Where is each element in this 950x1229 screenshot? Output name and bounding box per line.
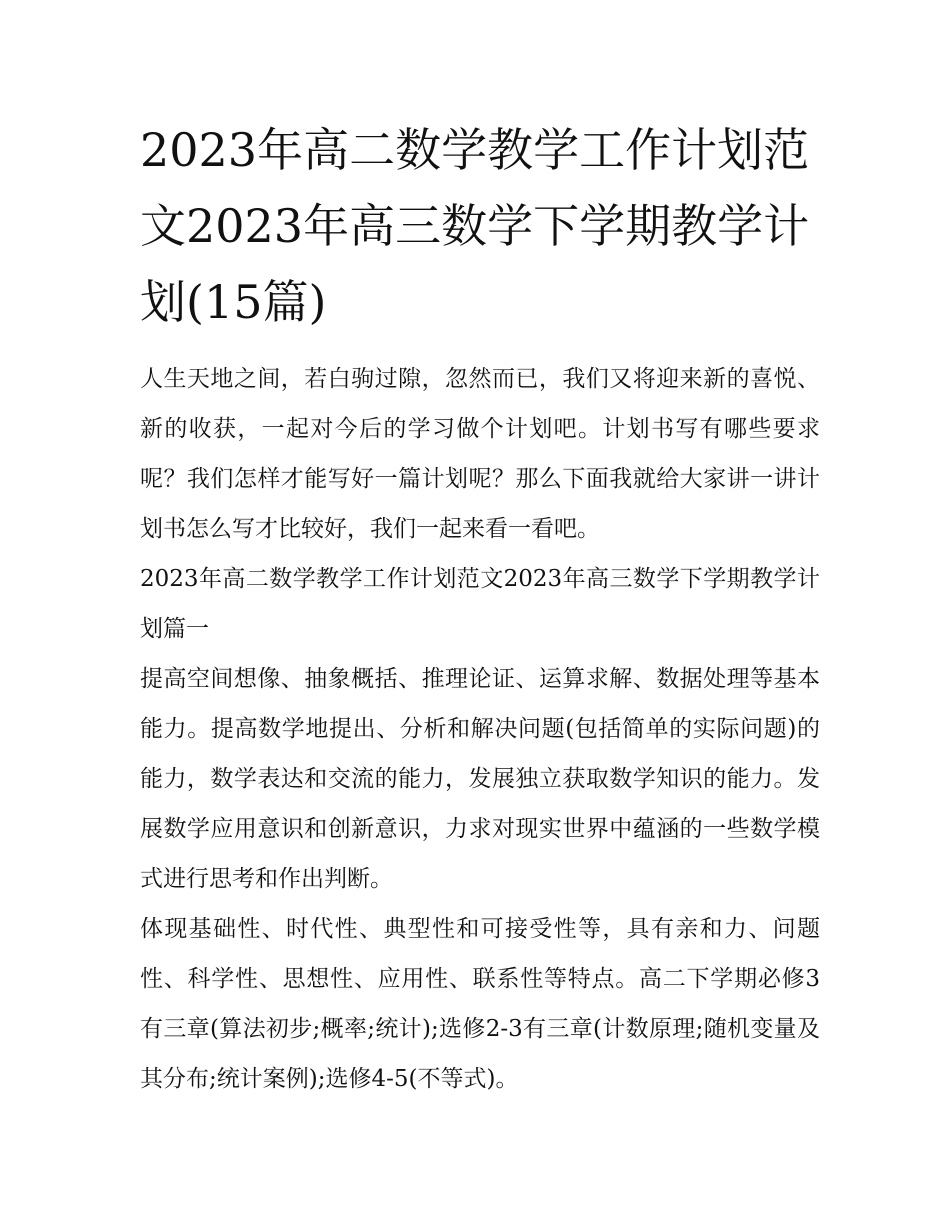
body-paragraph: 体现基础性、时代性、典型性和可接受性等，具有亲和力、问题性、科学性、思想性、应用性、联系性等特点。高二下学期必修3有三章(算法初步;概率;统计);选修2-3有三章(计数原理;随机变量及其分布;统计案例);选修4-5(不等式)。: [140, 916, 820, 1092]
document-title: 2023年高二数学教学工作计划范文2023年高三数学下学期教学计划(15篇): [140, 123, 810, 329]
document-page: [140, 112, 820, 1104]
intro-paragraph: 人生天地之间，若白驹过隙，忽然而已，我们又将迎来新的喜悦、新的收获，一起对今后的学习做个计划吧。计划书写有哪些要求呢？我们怎样才能写好一篇计划呢？那么下面我就给大家讲一讲计划书怎么写才比较好，我们一起来看一看吧。: [140, 366, 820, 542]
section-heading: 2023年高二数学教学工作计划范文2023年高三数学下学期教学计划篇一: [140, 566, 820, 642]
body-paragraph: 提高空间想像、抽象概括、推理论证、运算求解、数据处理等基本能力。提高数学地提出、分析和解决问题(包括简单的实际问题)的能力，数学表达和交流的能力，发展独立获取数学知识的能力。发展数学应用意识和创新意识，力求对现实世界中蕴涵的一些数学模式进行思考和作出判断。: [140, 666, 820, 892]
